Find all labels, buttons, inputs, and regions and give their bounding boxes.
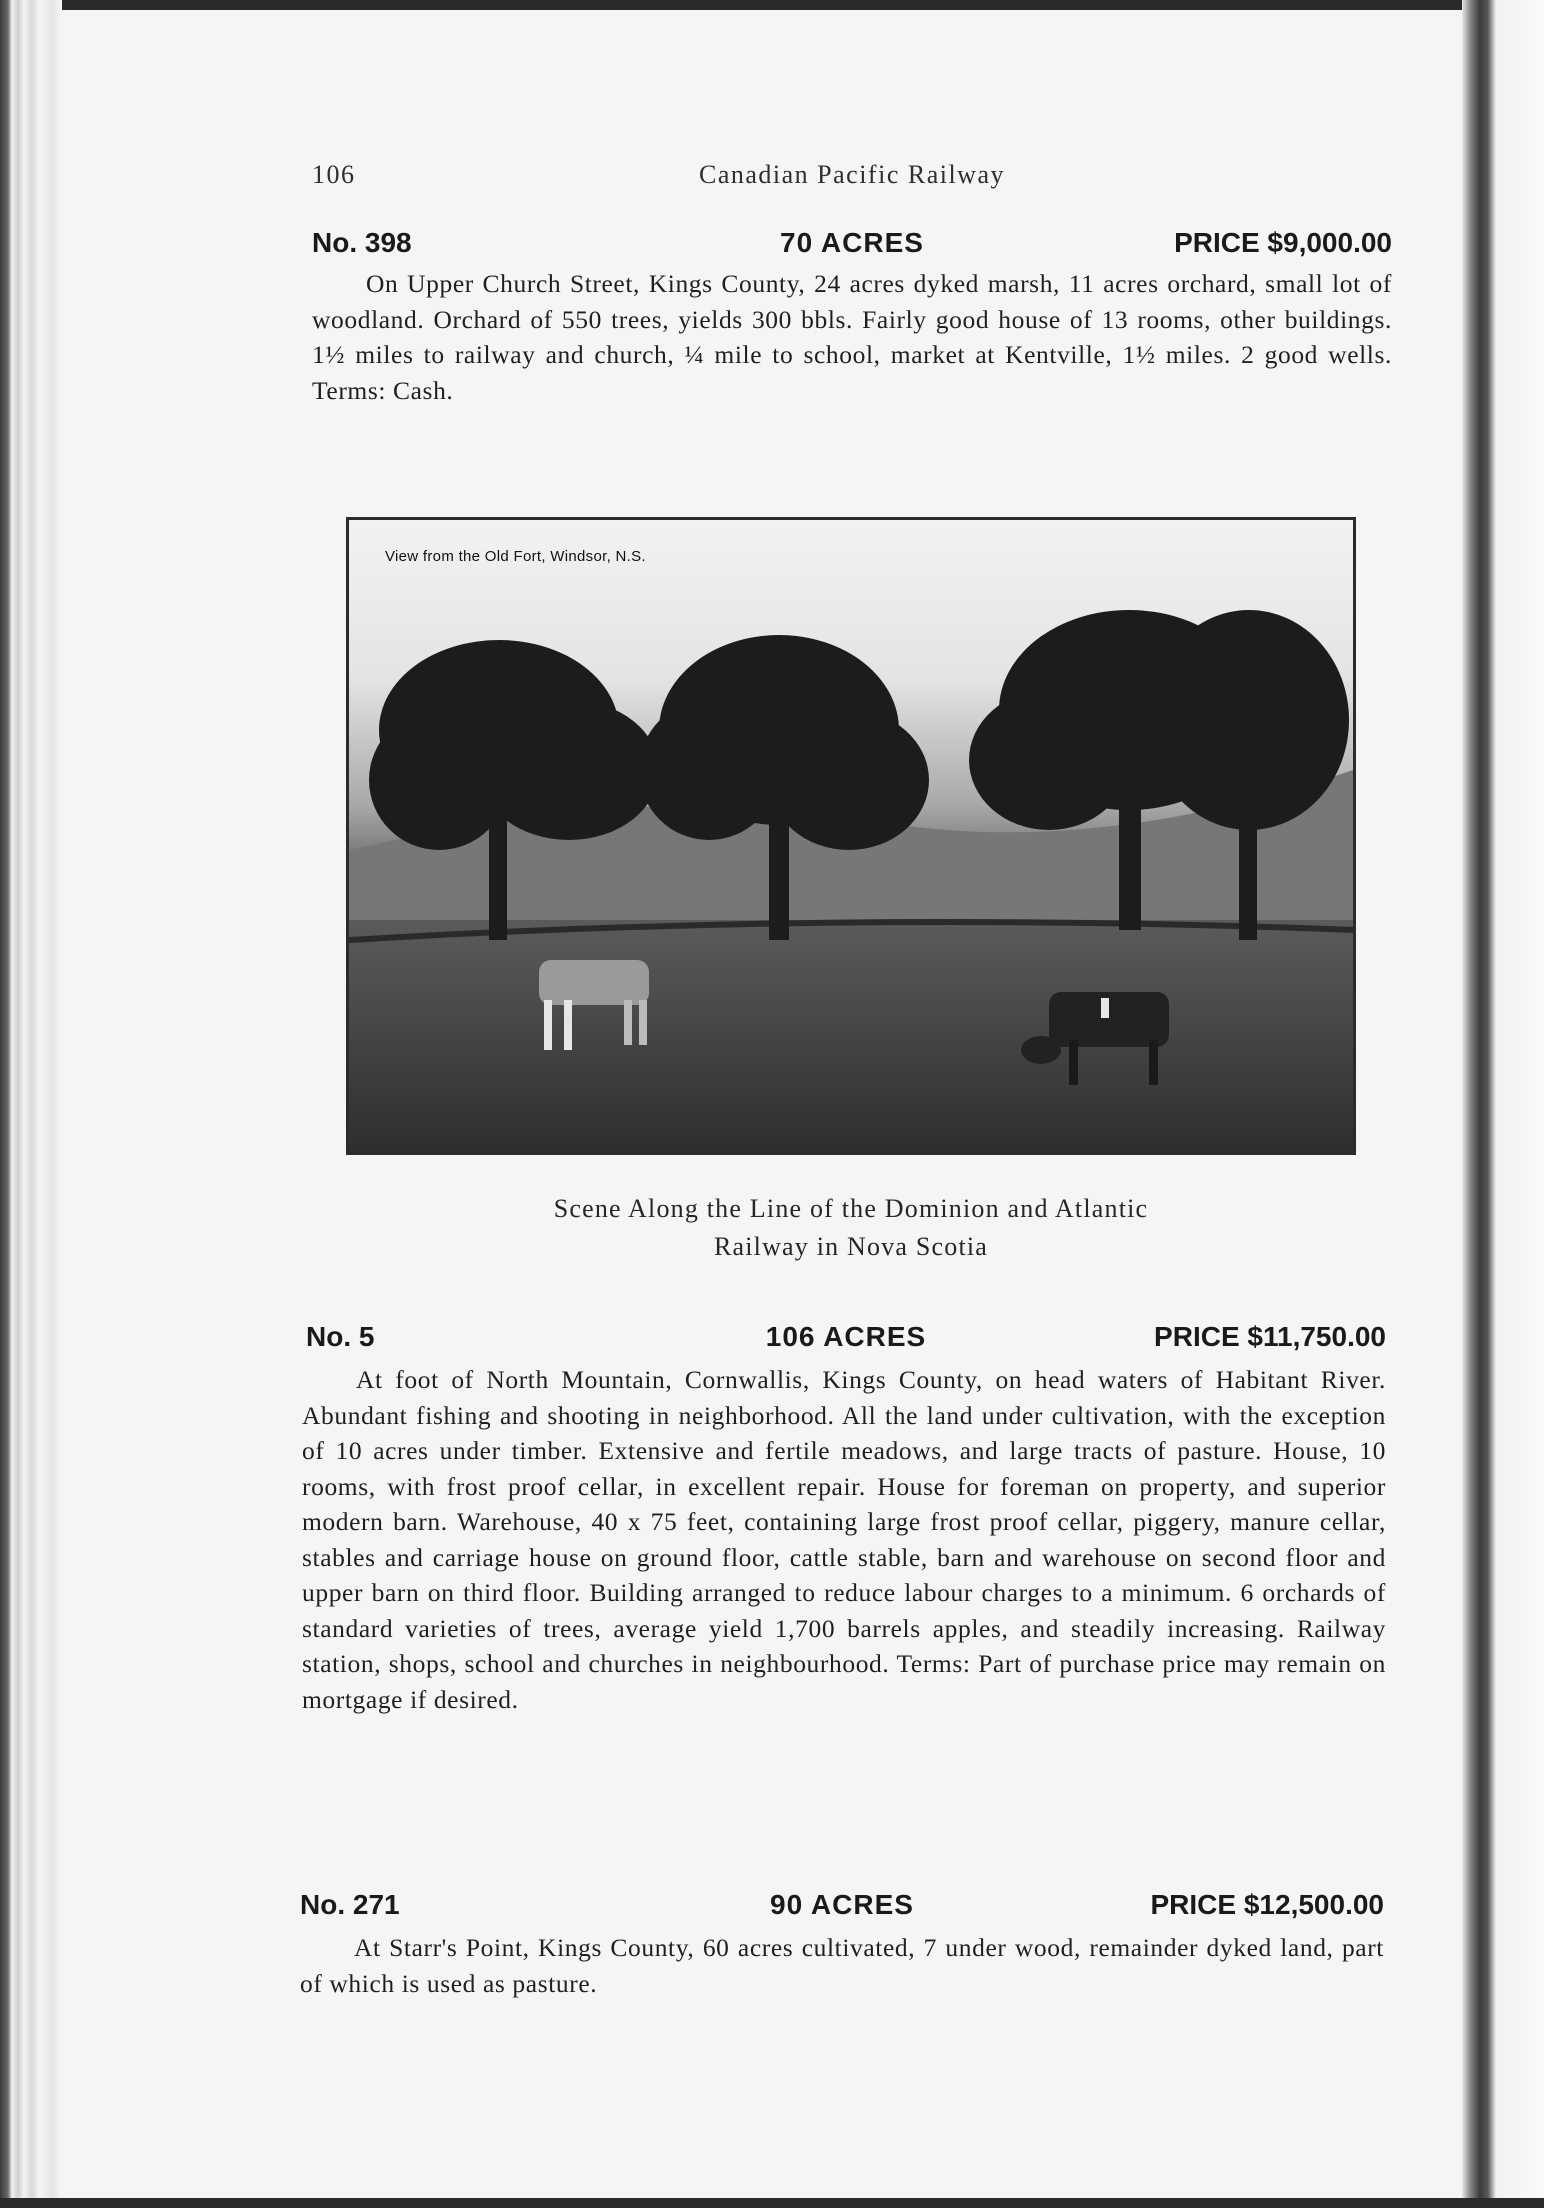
- listing-price: PRICE $12,500.00: [1150, 1889, 1384, 1920]
- page-content: [62, 10, 1462, 2198]
- listing-number: No. 398: [312, 227, 412, 258]
- landscape-photo: [349, 520, 1353, 1152]
- listing-price: PRICE $9,000.00: [1174, 227, 1392, 258]
- page-number: 106: [312, 160, 356, 189]
- listing-header-398: [312, 227, 1392, 267]
- book-page: [62, 10, 1462, 2198]
- listing-acres: 106 ACRES: [765, 1321, 927, 1352]
- listing-number: No. 5: [306, 1321, 375, 1352]
- book-spine: [1462, 0, 1544, 2208]
- listing-acres: 70 ACRES: [780, 227, 924, 258]
- running-head-title: Canadian Pacific Railway: [698, 160, 1006, 189]
- scan-bottom-edge: [0, 2198, 1544, 2208]
- book-page-edges: [0, 0, 62, 2208]
- listing-price: PRICE $11,750.00: [1154, 1321, 1386, 1352]
- listing-description-271: At Starr's Point, Kings County, 60 acres cultivated, 7 under wood, remainder dyked land, part of which is used as pasture.: [300, 1933, 1384, 1998]
- running-head: [312, 160, 1392, 196]
- listing-acres: 90 ACRES: [770, 1889, 914, 1920]
- photo-view-from-old-fort: [346, 517, 1356, 1155]
- photo-caption: [346, 1190, 1356, 1266]
- caption-line-1: Scene Along the Line of the Dominion and Atlantic: [553, 1194, 1149, 1223]
- scan-top-edge: [0, 0, 1544, 10]
- listing-header-5: [306, 1321, 1386, 1361]
- listing-description-398: On Upper Church Street, Kings County, 24 acres dyked marsh, 11 acres orchard, small lot of woodland. Orchard of 550 trees, yields 300 bbls. Fairly good house of 13 rooms, other buildings. 1½ miles to railway and church, ¼ mile to school, market at Kentville, 1½ miles. 2 good wells. Terms: Cash.: [312, 269, 1392, 405]
- listing-number: No. 271: [300, 1889, 400, 1920]
- photo-label: View from the Old Fort, Windsor, N.S.: [385, 548, 646, 565]
- caption-line-2: Railway in Nova Scotia: [713, 1232, 989, 1261]
- listing-description-5: At foot of North Mountain, Cornwallis, Kings County, on head waters of Habitant River. Abundant fishing and shooting in neighborhood. All the land under cultivation, with the exception of 10 acres under timber. Extensive and fertile meadows, and large tracts of pasture. House, 10 rooms, with frost proof cellar, in excellent repair. House for foreman on property, and superior modern barn. Warehouse, 40 x 75 feet, containing large frost proof cellar, piggery, manure cellar, stables and carriage house on ground floor, cattle stable, barn and warehouse on second floor and upper barn on third floor. Building arranged to reduce labour charges to a minimum. 6 orchards of standard varieties of trees, average yield 1,700 barrels apples, and steadily increasing. Railway station, shops, school and churches in neighbourhood. Terms: Part of purchase price may remain on mortgage if desired.: [302, 1365, 1386, 1714]
- listing-header-271: [300, 1889, 1384, 1929]
